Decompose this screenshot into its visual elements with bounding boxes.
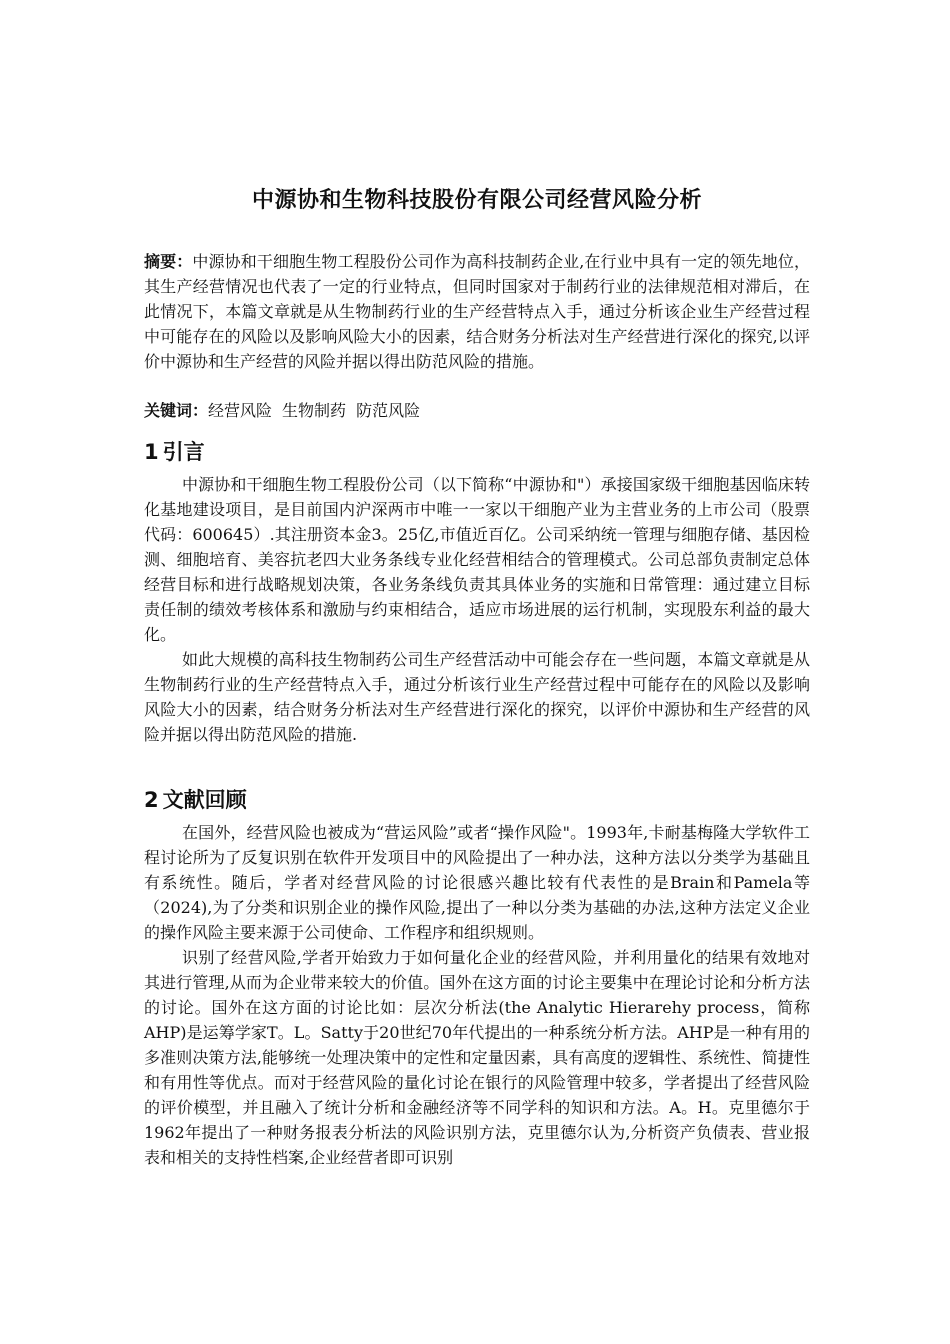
keywords-colon: ：: [192, 401, 209, 420]
paragraph: 如此大规模的高科技生物制药公司生产经营活动中可能会存在一些问题，本篇文章就是从生物制药行业的生产经营特点入手，通过分析该行业生产经营过程中可能存在的风险以及影响风险大小的因素，结合财务分析法对生产经营进行深化的探究，以评价中源协和生产经营的风险并据以得出防范风险的措施.: [144, 650, 810, 744]
abstract: [144, 249, 810, 374]
keyword: 生物制药: [282, 401, 347, 420]
keyword: 经营风险: [208, 401, 273, 420]
abstract-colon: ：: [176, 252, 193, 271]
section-heading-literature: [144, 784, 247, 814]
keywords-label: 关键词: [144, 401, 193, 420]
section-body-intro: [144, 472, 810, 747]
section-heading-intro: [144, 436, 205, 466]
paragraph: 识别了经营风险,学者开始致力于如何量化企业的经营风险，并利用量化的结果有效地对其进行管理,从而为企业带来较大的价值。国外在这方面的讨论主要集中在理论讨论和分析方法的讨论。国外在这方面的讨论比如：层次分析法(the Analytic Hierarehy process，简称AHP)是运筹学家T。L。Satty于20世纪70年代提出的一种系统分析方法。AHP是一种有用的多准则决策方法,能够统一处理决策中的定性和定量因素，具有高度的逻辑性、系统性、简捷性和有用性等优点。而对于经营风险的量化讨论在银行的风险管理中较多，学者提出了经营风险的评价模型，并且融入了统计分析和金融经济等不同学科的知识和方法。A。H。克里德尔于1962年提出了一种财务报表分析法的风险识别方法，克里德尔认为,分析资产负债表、营业报表和相关的支持性档案,企业经营者即可识别: [144, 948, 810, 1167]
keyword: 防范风险: [356, 401, 421, 420]
paper-title: 中源协和生物科技股份有限公司经营风险分析: [251, 188, 702, 213]
keywords: [144, 398, 810, 423]
section-number: 1: [144, 440, 159, 464]
abstract-text: 中源协和干细胞生物工程股份公司作为高科技制药企业,在行业中具有一定的领先地位，其生产经营情况也代表了一定的行业特点，但同时国家对于制药行业的法律规范相对滞后，在此情况下，本篇文章就是从生物制药行业的生产经营特点入手，通过分析该企业生产经营过程中可能存在的风险以及影响风险大小的因素，结合财务分析法对生产经营进行深化的探究,以评价中源协和生产经营的风险并据以得出防范风险的措施。: [144, 252, 810, 371]
paragraph: 中源协和干细胞生物工程股份公司（以下简称“中源协和"）承接国家级干细胞基因临床转化基地建设项目，是目前国内沪深两市中唯一一家以干细胞产业为主营业务的上市公司（股票代码：600645）.其注册资本金3。25亿,市值近百亿。公司采纳统一管理与细胞存储、基因检测、细胞培育、美容抗老四大业务条线专业化经营相结合的管理模式。公司总部负责制定总体经营目标和进行战略规划决策，各业务条线负责其具体业务的实施和日常管理：通过建立目标责任制的绩效考核体系和激励与约束相结合，适应市场进展的运行机制，实现股东利益的最大化。: [144, 475, 810, 644]
abstract-label: 摘要: [144, 252, 177, 271]
section-number: 2: [144, 788, 159, 812]
section-title: 引言: [162, 440, 205, 464]
section-body-literature: [144, 820, 810, 1170]
paragraph: 在国外，经营风险也被成为“营运风险”或者“操作风险"。1993年,卡耐基梅隆大学软件工程讨论所为了反复识别在软件开发项目中的风险提出了一种办法，这种方法以分类学为基础且有系统性。随后，学者对经营风险的讨论很感兴趣比较有代表性的是Brain和Pamela等（2024),为了分类和识别企业的操作风险,提出了一种以分类为基础的办法,这种方法定义企业的操作风险主要来源于公司使命、工作程序和组织规则。: [144, 823, 810, 942]
section-title: 文献回顾: [162, 788, 247, 812]
